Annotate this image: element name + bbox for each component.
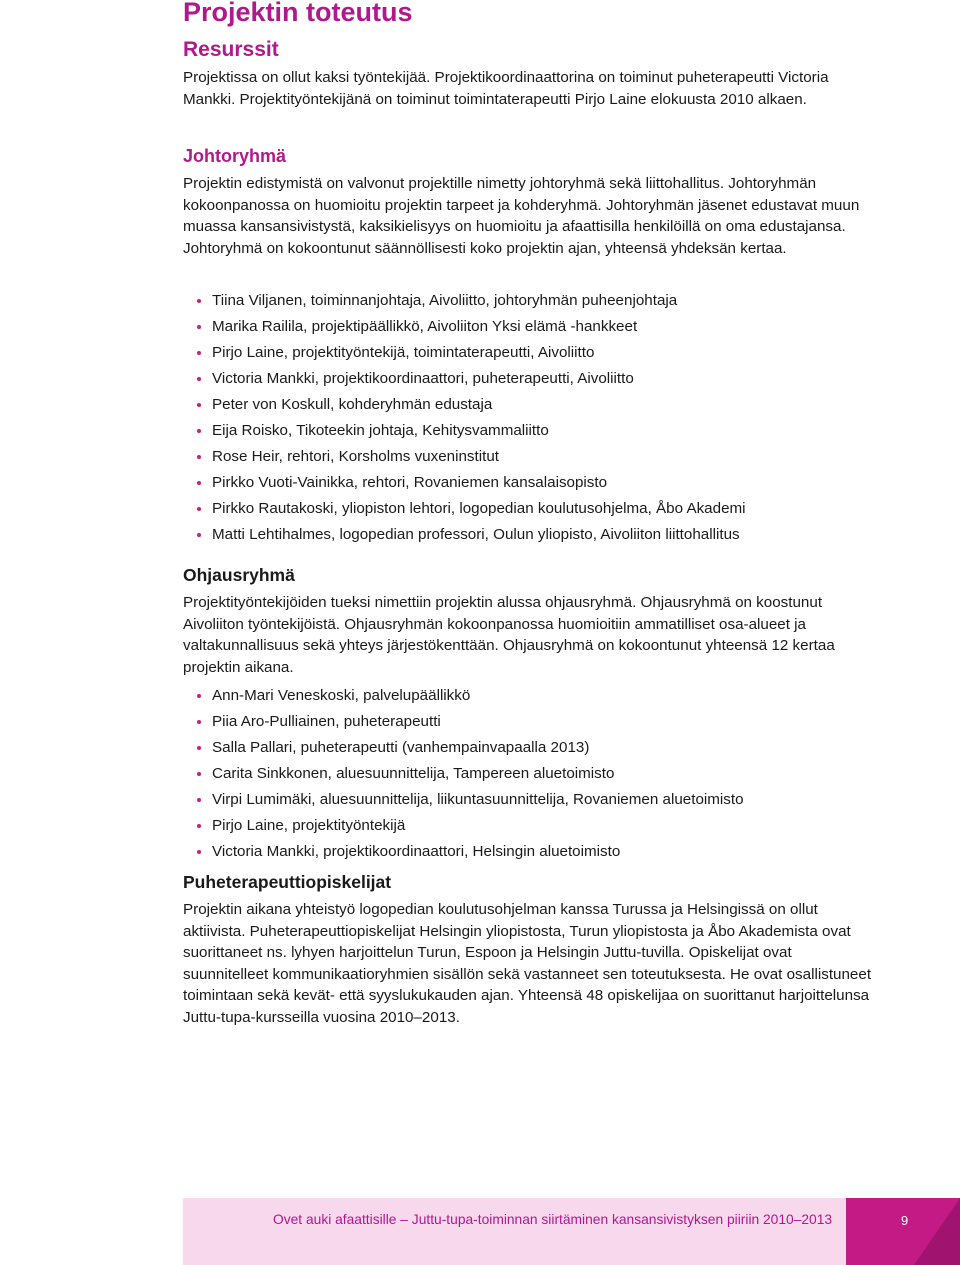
bullet-icon — [197, 746, 201, 750]
section-heading-ohjausryhma: Ohjausryhmä — [183, 565, 295, 585]
bullet-icon — [197, 694, 201, 698]
list-item: Pirkko Rautakoski, yliopiston lehtori, logopedian koulutusohjelma, Åbo Akademi — [183, 499, 873, 525]
bullet-icon — [197, 798, 201, 802]
bullet-icon — [197, 507, 201, 511]
section-heading-opiskelijat: Puheterapeuttiopiskelijat — [183, 872, 392, 892]
list-item: Rose Heir, rehtori, Korsholms vuxeninstitut — [183, 447, 873, 473]
corner-stripe-icon — [914, 1198, 960, 1265]
list-item: Matti Lehtihalmes, logopedian professori, Oulun yliopisto, Aivoliiton liittohallitus — [183, 525, 873, 551]
page-number: 9 — [901, 1213, 909, 1228]
bullet-icon — [197, 850, 201, 854]
johtoryhma-member-list — [183, 291, 873, 551]
list-item: Pirjo Laine, projektityöntekijä, toimintaterapeutti, Aivoliitto — [183, 343, 873, 369]
opiskelijat-paragraph: Projektin aikana yhteistyö logopedian koulutusohjelman kanssa Turussa ja Helsingissä on ollut aktiivista. Puheterapeuttiopiskelijat Helsingin yliopistosta, Turun yliopistosta ja Åbo Akademista ovat suorittaneet ns. lyhyen harjoittelun Turun, Espoon ja Helsingin Juttu-tuvilla. Opiskelijat ovat suunnitelleet kommunikaatioryhmien sisällön sekä vastanneet sen toteutuksesta. He ovat osallistuneet toimintaan sekä kevät- että syyslukukauden ajan. Yhteensä 48 opiskelijaa on suorittanut harjoittelunsa Juttu-tupa-kursseilla vuosina 2010–2013. — [183, 901, 872, 1026]
johtoryhma-paragraph: Projektin edistymistä on valvonut projektille nimetty johtoryhmä sekä liittohallitus. Johtoryhmän kokoonpanossa on huomioitu projektin tarpeet ja kohderyhmä. Johtoryhmän jäsenet edustavat muun muassa kansansivistystä, kaksikielisyys on huomioitu ja afaattisilla henkilöillä on oma edustajansa. Johtoryhmä on kokoontunut säännöllisesti koko projektin ajan, yhteensä yhdeksän kertaa. — [183, 175, 860, 257]
list-item: Peter von Koskull, kohderyhmän edustaja — [183, 395, 873, 421]
list-item: Carita Sinkkonen, aluesuunnittelija, Tampereen aluetoimisto — [183, 764, 873, 790]
list-item: Salla Pallari, puheterapeutti (vanhempainvapaalla 2013) — [183, 738, 873, 764]
list-item: Marika Railila, projektipäällikkö, Aivoliiton Yksi elämä -hankkeet — [183, 317, 873, 343]
bullet-icon — [197, 772, 201, 776]
section-heading-resurssit: Resurssit — [183, 38, 279, 61]
bullet-icon — [197, 325, 201, 329]
bullet-icon — [197, 403, 201, 407]
list-item: Piia Aro-Pulliainen, puheterapeutti — [183, 712, 873, 738]
bullet-icon — [197, 429, 201, 433]
footer-title: Ovet auki afaattisille – Juttu-tupa-toiminnan siirtäminen kansansivistyksen piiriin 2010–2013 — [273, 1212, 833, 1227]
page-footer — [183, 1198, 960, 1265]
ohjausryhma-member-list — [183, 686, 873, 868]
list-item: Pirkko Vuoti-Vainikka, rehtori, Rovaniemen kansalaisopisto — [183, 473, 873, 499]
bullet-icon — [197, 299, 201, 303]
list-item: Victoria Mankki, projektikoordinaattori, puheterapeutti, Aivoliitto — [183, 369, 873, 395]
page-number-box — [846, 1198, 960, 1265]
bullet-icon — [197, 351, 201, 355]
section-heading-johtoryhma: Johtoryhmä — [183, 146, 287, 166]
list-item: Victoria Mankki, projektikoordinaattori, Helsingin aluetoimisto — [183, 842, 873, 868]
list-item: Tiina Viljanen, toiminnanjohtaja, Aivoliitto, johtoryhmän puheenjohtaja — [183, 291, 873, 317]
bullet-icon — [197, 720, 201, 724]
resurssit-paragraph: Projektissa on ollut kaksi työntekijää. Projektikoordinaattorina on toiminut puheterapeutti Victoria Mankki. Projektityöntekijänä on toiminut toimintaterapeutti Pirjo Laine elokuusta 2010 alkaen. — [183, 69, 829, 108]
list-item: Ann-Mari Veneskoski, palvelupäällikkö — [183, 686, 873, 712]
bullet-icon — [197, 377, 201, 381]
page-title: Projektin toteutus — [183, 0, 413, 27]
list-item: Pirjo Laine, projektityöntekijä — [183, 816, 873, 842]
bullet-icon — [197, 824, 201, 828]
ohjausryhma-paragraph: Projektityöntekijöiden tueksi nimettiin projektin alussa ohjausryhmä. Ohjausryhmä on koostunut Aivoliiton työntekijöistä. Ohjausryhmän kokoonpanossa huomioitiin ammatilliset osa-alueet ja valtakunnallisuus sekä yhteys järjestökenttään. Ohjausryhmä on kokoontunut yhteensä 12 kertaa projektin aikana. — [183, 594, 835, 676]
list-item: Virpi Lumimäki, aluesuunnittelija, liikuntasuunnittelija, Rovaniemen aluetoimisto — [183, 790, 873, 816]
bullet-icon — [197, 533, 201, 537]
list-item: Eija Roisko, Tikoteekin johtaja, Kehitysvammaliitto — [183, 421, 873, 447]
bullet-icon — [197, 481, 201, 485]
bullet-icon — [197, 455, 201, 459]
